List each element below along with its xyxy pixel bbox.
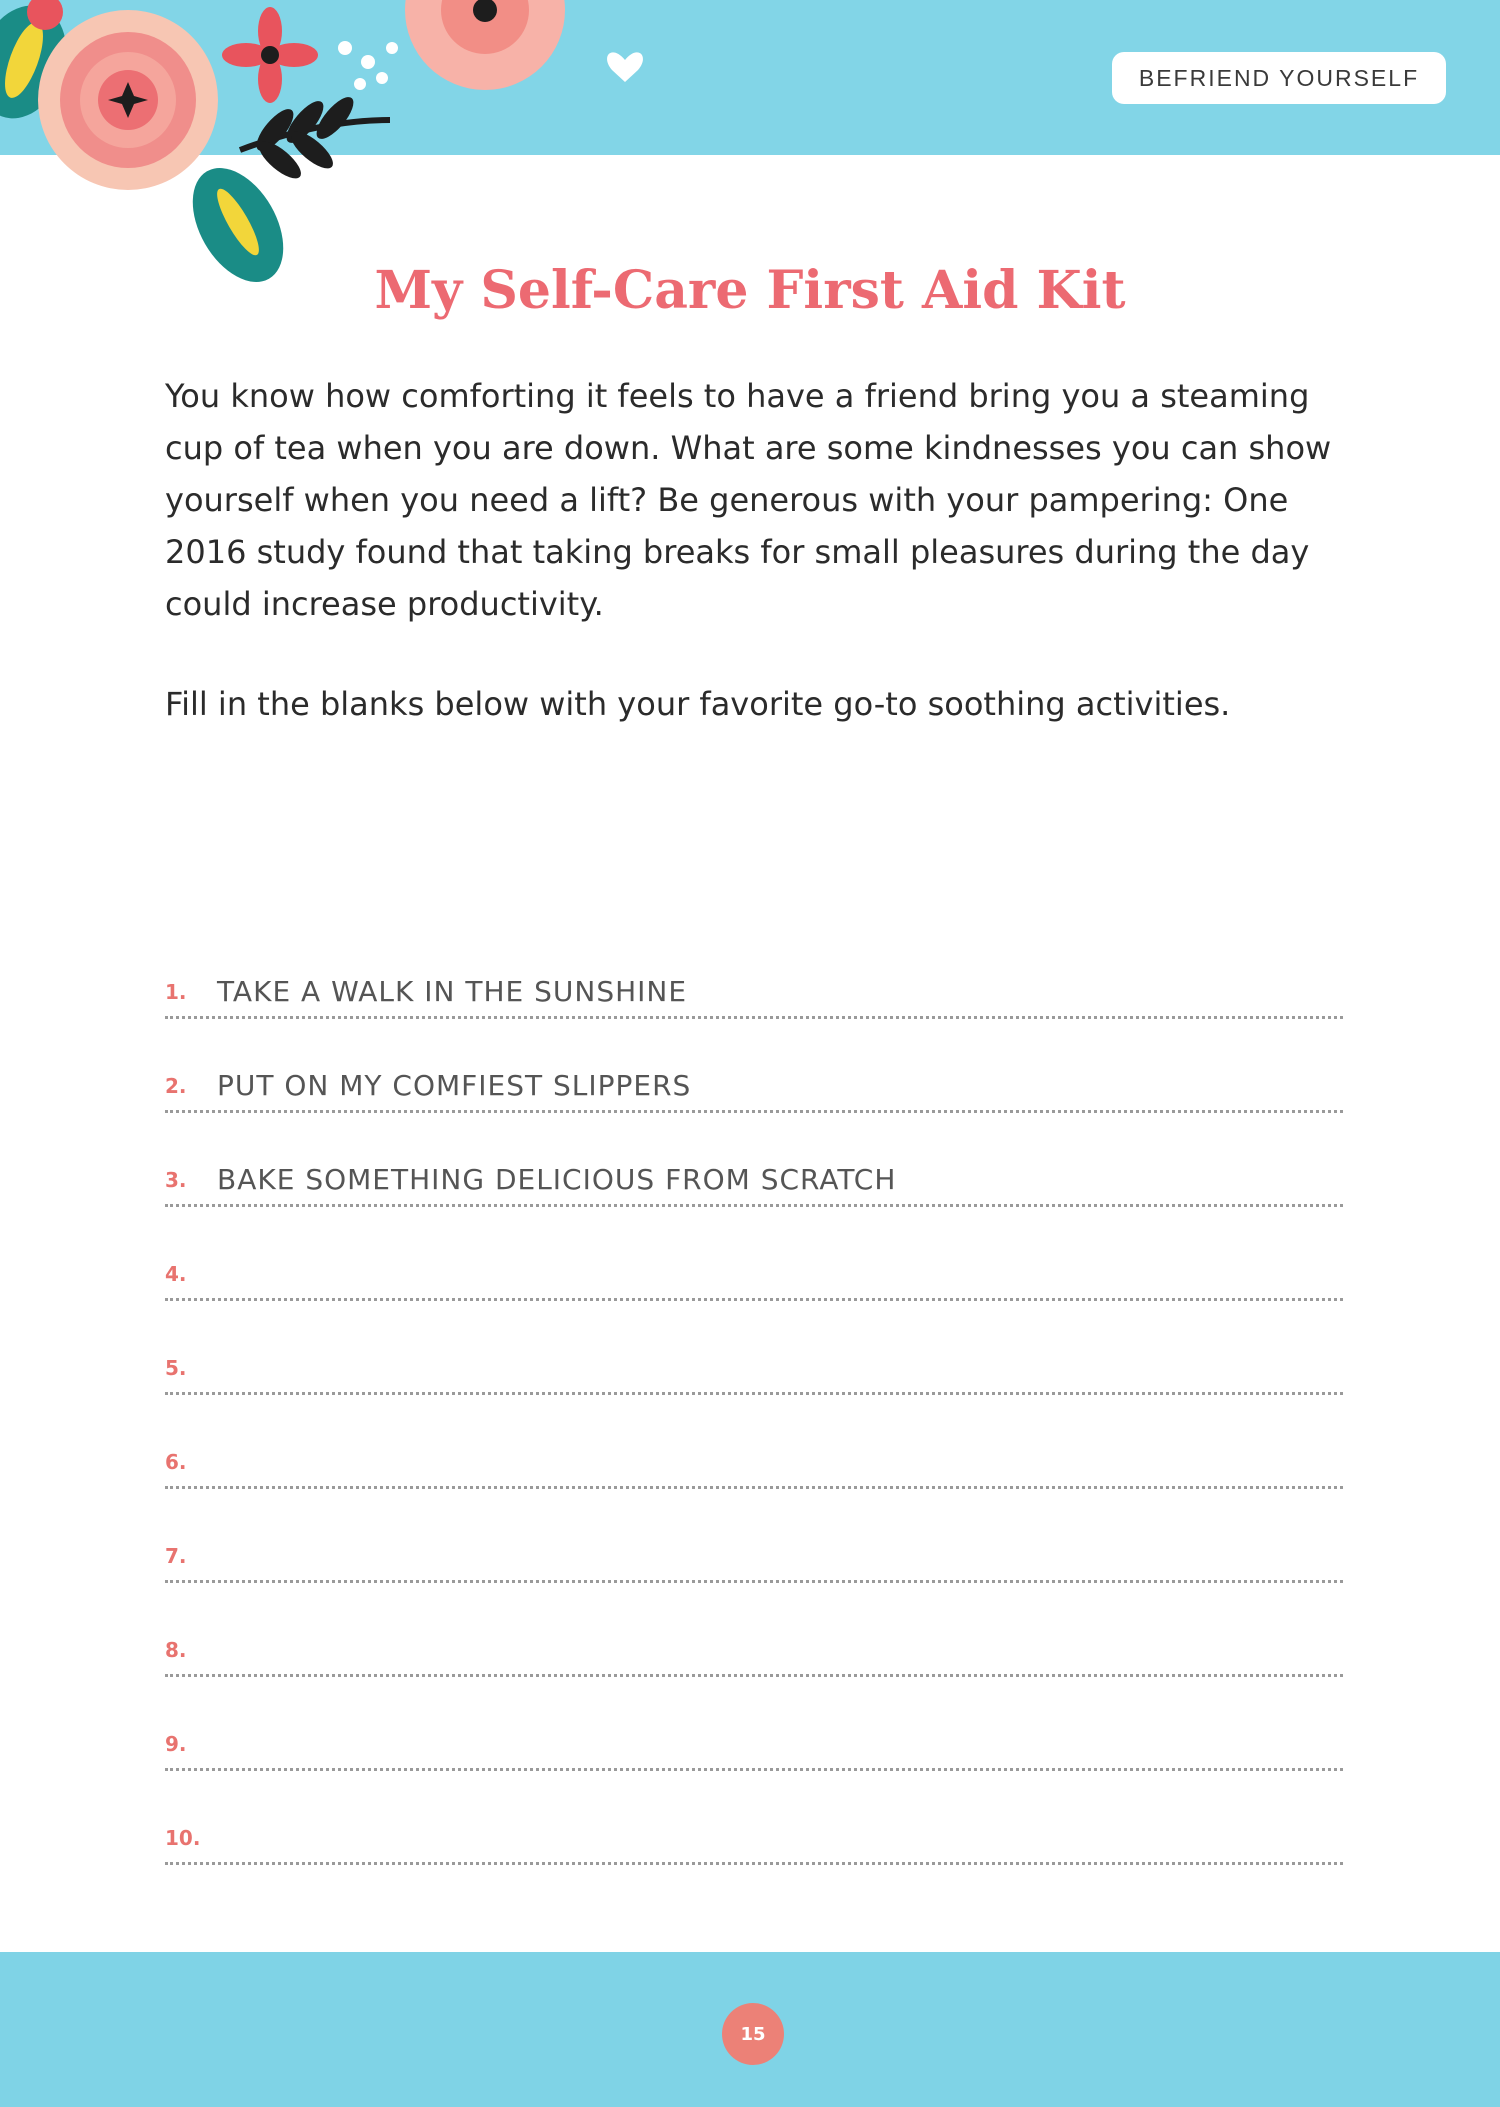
item-number: 8. — [165, 1638, 187, 1662]
item-number: 7. — [165, 1544, 187, 1568]
page-title: My Self-Care First Aid Kit — [374, 260, 1126, 321]
item-number: 2. — [165, 1074, 187, 1098]
list-item[interactable] — [165, 925, 1343, 1019]
item-number: 4. — [165, 1262, 187, 1286]
list-item[interactable] — [165, 1489, 1343, 1583]
item-number: 1. — [165, 980, 187, 1004]
list-item[interactable] — [165, 1301, 1343, 1395]
list-item[interactable] — [165, 1677, 1343, 1771]
item-number: 9. — [165, 1732, 187, 1756]
item-number: 5. — [165, 1356, 187, 1380]
list-item[interactable] — [165, 1583, 1343, 1677]
list-item[interactable] — [165, 1207, 1343, 1301]
intro-paragraph: You know how comforting it feels to have a friend bring you a steaming cup of tea when you are down. What are some kindnesses you can show yourself when you need a lift? Be generous with your pampering: One 2016 study found that taking breaks for small pleasures during the day could increase productivity. — [165, 377, 1332, 623]
item-number: 3. — [165, 1168, 187, 1192]
item-text: TAKE A WALK IN THE SUNSHINE — [217, 975, 688, 1008]
list-item[interactable] — [165, 1113, 1343, 1207]
item-number: 6. — [165, 1450, 187, 1474]
item-text: PUT ON MY COMFIEST SLIPPERS — [217, 1069, 692, 1102]
item-text: BAKE SOMETHING DELICIOUS FROM SCRATCH — [217, 1163, 897, 1196]
page-number-badge: 15 — [722, 2003, 784, 2065]
list-item[interactable] — [165, 1395, 1343, 1489]
list-item[interactable] — [165, 1019, 1343, 1113]
instruction-text: Fill in the blanks below with your favorite go-to soothing activities. — [165, 685, 1231, 723]
list-item[interactable] — [165, 1771, 1343, 1865]
item-number: 10. — [165, 1826, 201, 1850]
activity-list — [165, 925, 1343, 1865]
floral-decoration — [0, 0, 700, 300]
section-tag: BEFRIEND YOURSELF — [1112, 52, 1446, 104]
